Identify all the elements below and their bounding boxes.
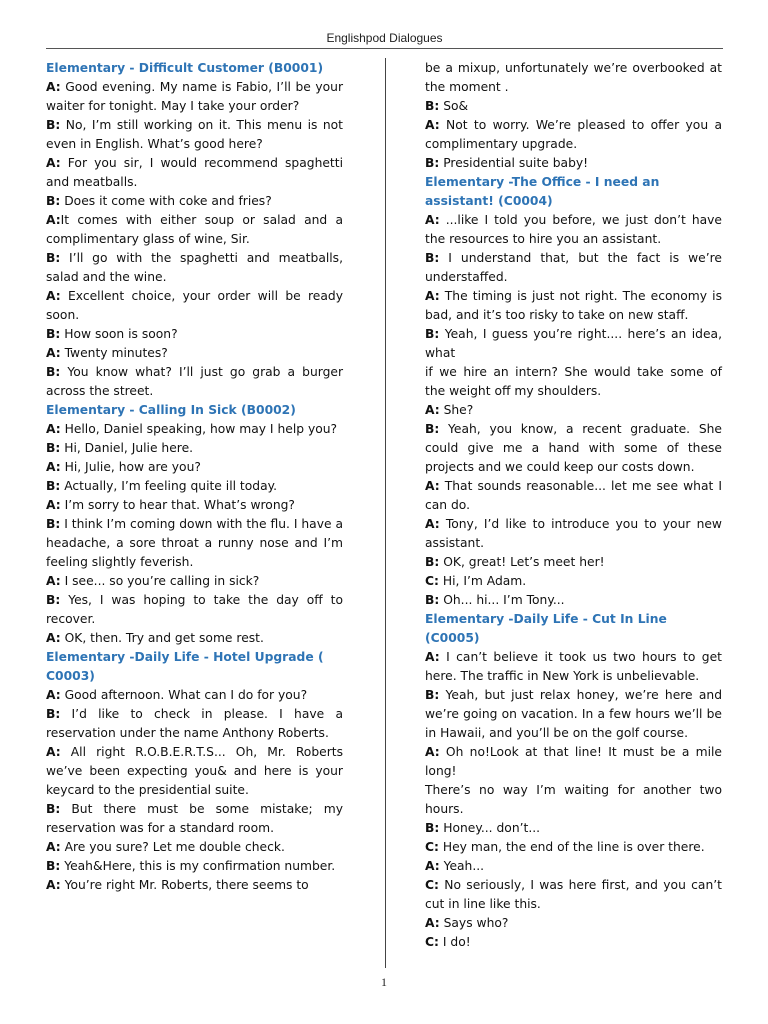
page-number: 1 — [381, 975, 387, 989]
dialogue-text: Hi, Daniel, Julie here. — [60, 441, 194, 455]
dialogue-line — [46, 325, 343, 344]
dialogue-text: It comes with either soup or salad and a complimentary glass of wine, Sir. — [46, 213, 343, 246]
speaker-label: B: — [46, 441, 61, 455]
dialogue-text: Yeah&Here, this is my confirmation number. — [60, 859, 336, 873]
dialogue-line — [425, 477, 722, 515]
dialogue-text: I’ll go with the spaghetti and meatballs, salad and the wine. — [46, 251, 343, 284]
dialogue-line — [425, 591, 722, 610]
speaker-label: A: — [46, 213, 61, 227]
speaker-label: B: — [46, 118, 61, 132]
dialogue-text: Does it come with coke and fries? — [60, 194, 272, 208]
speaker-label: A: — [46, 80, 61, 94]
speaker-label: B: — [46, 365, 61, 379]
dialogue-line — [46, 876, 343, 895]
dialogue-text: Hello, Daniel speaking, how may I help you? — [60, 422, 338, 436]
dialogue-text: There’s no way I’m waiting for another two hours. — [425, 783, 722, 816]
dialogue-text: Presidential suite baby! — [439, 156, 589, 170]
dialogue-line — [46, 249, 343, 287]
dialogue-line — [425, 325, 722, 363]
speaker-label: B: — [46, 479, 61, 493]
speaker-label: A: — [425, 118, 440, 132]
speaker-label: A: — [46, 498, 61, 512]
dialogue-text: For you sir, I would recommend spaghetti and meatballs. — [46, 156, 343, 189]
dialogue-text: I understand that, but the fact is we’re understaffed. — [425, 251, 722, 284]
dialogue-line — [46, 154, 343, 192]
dialogue-text: You know what? I’ll just go grab a burger across the street. — [46, 365, 343, 398]
dialogue-line — [46, 344, 343, 363]
dialogue-line — [46, 496, 343, 515]
speaker-label: B: — [425, 251, 440, 265]
dialogue-text: I think I’m coming down with the flu. I have a headache, a sore throat a runny nose and I’m feeling slightly feverish. — [46, 517, 343, 569]
speaker-label: B: — [46, 517, 61, 531]
speaker-label: A: — [46, 289, 61, 303]
dialogue-line — [46, 629, 343, 648]
speaker-label: B: — [425, 327, 440, 341]
dialogue-text: if we hire an intern? She would take some of the weight off my shoulders. — [425, 365, 722, 398]
speaker-label: B: — [46, 802, 61, 816]
section-title: Elementary -The Office - I need an assistant! (C0004) — [425, 175, 660, 208]
dialogue-text: Hi, I’m Adam. — [438, 574, 527, 588]
dialogue-text: OK, great! Let’s meet her! — [439, 555, 605, 569]
dialogue-line — [425, 914, 722, 933]
dialogue-line — [46, 591, 343, 629]
dialogue-line — [46, 78, 343, 116]
dialogue-line — [425, 116, 722, 154]
dialogue-text: The timing is just not right. The economy is bad, and it’s too risky to take on new staff. — [425, 289, 722, 322]
speaker-label: C: — [425, 935, 439, 949]
dialogue-text: Oh no!Look at that line! It must be a mile long! — [425, 745, 722, 778]
column-divider — [385, 58, 386, 968]
speaker-label: B: — [46, 593, 61, 607]
dialogue-line — [425, 249, 722, 287]
section-title: Elementary -Daily Life - Cut In Line (C0005) — [425, 612, 667, 645]
speaker-label: C: — [425, 840, 439, 854]
dialogue-text: You’re right Mr. Roberts, there seems to — [60, 878, 309, 892]
dialogue-line — [425, 59, 722, 97]
dialogue-text: OK, then. Try and get some rest. — [60, 631, 264, 645]
speaker-label: A: — [46, 745, 61, 759]
dialogue-line — [425, 838, 722, 857]
dialogue-line — [425, 553, 722, 572]
dialogue-text: Not to worry. We’re pleased to offer you a complimentary upgrade. — [425, 118, 722, 151]
dialogue-text: So& — [439, 99, 469, 113]
speaker-label: A: — [425, 517, 440, 531]
header-rule — [46, 48, 723, 49]
dialogue-line — [425, 781, 722, 819]
dialogue-line — [46, 572, 343, 591]
speaker-label: A: — [425, 479, 440, 493]
speaker-label: A: — [46, 346, 61, 360]
dialogue-line — [46, 838, 343, 857]
speaker-label: A: — [425, 916, 440, 930]
dialogue-text: I’d like to check in please. I have a reservation under the name Anthony Roberts. — [46, 707, 343, 740]
dialogue-text: Yeah, I guess you’re right.... here’s an idea, what — [425, 327, 722, 360]
dialogue-text: I do! — [438, 935, 471, 949]
speaker-label: B: — [46, 251, 61, 265]
dialogue-text: No, I’m still working on it. This menu is not even in English. What’s good here? — [46, 118, 343, 151]
dialogue-line — [46, 363, 343, 401]
speaker-label: A: — [46, 422, 61, 436]
dialogue-line — [46, 458, 343, 477]
dialogue-text: Yeah, but just relax honey, we’re here and we’re going on vacation. In a few hours we’ll be in Hawaii, and you’ll be on the golf course. — [425, 688, 722, 740]
speaker-label: B: — [425, 593, 440, 607]
speaker-label: A: — [46, 460, 61, 474]
speaker-label: B: — [46, 327, 61, 341]
speaker-label: B: — [425, 821, 440, 835]
speaker-label: B: — [46, 194, 61, 208]
section-title: Elementary -Daily Life - Hotel Upgrade ( C0003) — [46, 650, 324, 683]
speaker-label: B: — [425, 422, 440, 436]
dialogue-line — [425, 515, 722, 553]
page-header: Englishpod Dialogues — [326, 31, 443, 45]
dialogue-line — [46, 116, 343, 154]
dialogue-line — [425, 686, 722, 743]
speaker-label: B: — [425, 156, 440, 170]
dialogue-line — [425, 933, 722, 952]
dialogue-text: Excellent choice, your order will be ready soon. — [46, 289, 343, 322]
dialogue-text: Yeah... — [439, 859, 485, 873]
dialogue-line — [425, 287, 722, 325]
dialogue-line — [425, 857, 722, 876]
speaker-label: A: — [425, 859, 440, 873]
dialogue-line — [46, 686, 343, 705]
section-title: Elementary - Calling In Sick (B0002) — [46, 403, 296, 417]
dialogue-text: ...like I told you before, we just don’t have the resources to hire you an assistant. — [425, 213, 722, 246]
dialogue-text: be a mixup, unfortunately we’re overbooked at the moment . — [425, 61, 722, 94]
dialogue-text: Tony, I’d like to introduce you to your new assistant. — [425, 517, 722, 550]
speaker-label: B: — [425, 688, 440, 702]
dialogue-text: I’m sorry to hear that. What’s wrong? — [60, 498, 295, 512]
speaker-label: A: — [425, 650, 440, 664]
dialogue-text: Honey... don’t... — [439, 821, 541, 835]
dialogue-line — [425, 401, 722, 420]
dialogue-line — [46, 515, 343, 572]
speaker-label: A: — [46, 156, 61, 170]
dialogue-text: Says who? — [439, 916, 509, 930]
dialogue-text: Twenty minutes? — [60, 346, 168, 360]
dialogue-text: But there must be some mistake; my reservation was for a standard room. — [46, 802, 343, 835]
dialogue-line — [46, 800, 343, 838]
speaker-label: C: — [425, 878, 439, 892]
dialogue-text: No seriously, I was here first, and you can’t cut in line like this. — [425, 878, 722, 911]
speaker-label: A: — [425, 403, 440, 417]
dialogue-text: Yeah, you know, a recent graduate. She could give me a hand with some of these projects and we could keep our costs down. — [425, 422, 722, 474]
dialogue-text: Good evening. My name is Fabio, I’ll be your waiter for tonight. May I take your order? — [46, 80, 343, 113]
dialogue-line — [425, 648, 722, 686]
dialogue-line — [46, 857, 343, 876]
dialogue-line — [46, 705, 343, 743]
dialogue-text: Yes, I was hoping to take the day off to recover. — [46, 593, 343, 626]
dialogue-line — [425, 420, 722, 477]
dialogue-line — [46, 420, 343, 439]
speaker-label: A: — [46, 878, 61, 892]
speaker-label: A: — [425, 213, 440, 227]
dialogue-text: I can’t believe it took us two hours to get here. The traffic in New York is unbelievable. — [425, 650, 722, 683]
dialogue-line — [46, 287, 343, 325]
dialogue-line — [46, 211, 343, 249]
speaker-label: C: — [425, 574, 439, 588]
speaker-label: A: — [46, 631, 61, 645]
dialogue-text: All right R.O.B.E.R.T.S... Oh, Mr. Roberts we’ve been expecting you& and here is your keycard to the presidential suite. — [46, 745, 343, 797]
dialogue-text: I see... so you’re calling in sick? — [60, 574, 260, 588]
dialogue-line — [425, 876, 722, 914]
section-title: Elementary - Difficult Customer (B0001) — [46, 61, 324, 75]
dialogue-text: She? — [439, 403, 474, 417]
speaker-label: B: — [46, 707, 61, 721]
speaker-label: A: — [46, 688, 61, 702]
dialogue-line — [425, 743, 722, 781]
speaker-label: A: — [46, 840, 61, 854]
speaker-label: A: — [46, 574, 61, 588]
speaker-label: A: — [425, 745, 440, 759]
dialogue-line — [425, 572, 722, 591]
left-column — [46, 59, 343, 895]
dialogue-line — [46, 192, 343, 211]
dialogue-line — [425, 154, 722, 173]
dialogue-text: Hi, Julie, how are you? — [60, 460, 201, 474]
dialogue-text: How soon is soon? — [60, 327, 178, 341]
dialogue-text: That sounds reasonable... let me see what I can do. — [425, 479, 722, 512]
dialogue-line — [425, 97, 722, 116]
speaker-label: A: — [425, 289, 440, 303]
dialogue-line — [425, 363, 722, 401]
dialogue-text: Good afternoon. What can I do for you? — [60, 688, 308, 702]
dialogue-line — [46, 439, 343, 458]
dialogue-text: Oh... hi... I’m Tony... — [439, 593, 565, 607]
dialogue-line — [425, 211, 722, 249]
speaker-label: B: — [46, 859, 61, 873]
speaker-label: B: — [425, 99, 440, 113]
right-column — [425, 59, 722, 952]
dialogue-text: Are you sure? Let me double check. — [60, 840, 285, 854]
speaker-label: B: — [425, 555, 440, 569]
dialogue-line — [46, 477, 343, 496]
dialogue-line — [46, 743, 343, 800]
dialogue-text: Actually, I’m feeling quite ill today. — [60, 479, 278, 493]
dialogue-text: Hey man, the end of the line is over there. — [438, 840, 705, 854]
dialogue-line — [425, 819, 722, 838]
